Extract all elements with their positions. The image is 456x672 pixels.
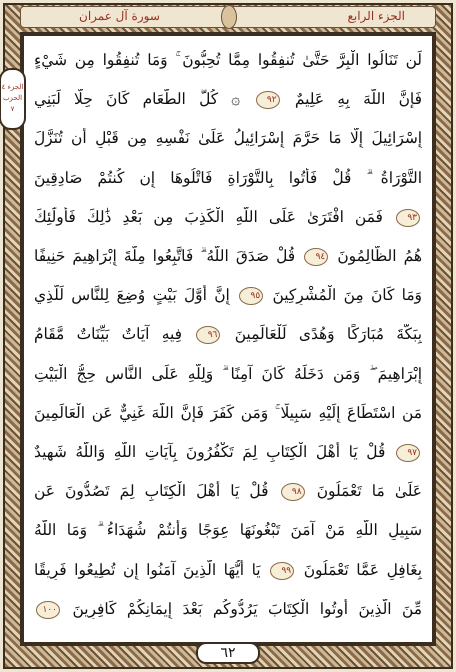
text-line xyxy=(34,364,422,384)
verse-text: إِنَّ أَوَّلَ بَيْتٍ وُضِعَ لِلنَّاسِ لَلَّذِي xyxy=(34,286,230,305)
verse-text: يَا أَيُّهَا الَّذِينَ آمَنُوا إِن تُطِيعُوا فَرِيقًا xyxy=(34,560,261,579)
header-medallion xyxy=(221,5,237,29)
verse-text: سَبِيلِ اللَّهِ مَنْ آمَنَ تَبْغُونَهَا عِوَجًا وَأَنتُمْ شُهَدَاءُ ۗ وَمَا اللَّهُ xyxy=(34,521,422,540)
verse-text: إِسْرَائِيلَ إِلَّا مَا حَرَّمَ إِسْرَائِيلُ عَلَىٰ نَفْسِهِ مِن قَبْلِ أَن تُنَزَّلَ xyxy=(34,129,422,148)
ayah-number-marker: ١٠٠ xyxy=(36,601,60,619)
verse-text: قُلْ صَدَقَ اللَّهُ ۗ فَاتَّبِعُوا مِلَّةَ إِبْرَاهِيمَ حَنِيفًا xyxy=(34,247,296,265)
ayah-number-marker: ٩٨ xyxy=(281,483,305,501)
verse-text: فَمَنِ افْتَرَىٰ عَلَى اللَّهِ الْكَذِبَ مِن بَعْدِ ذَٰلِكَ فَأُولَٰئِكَ xyxy=(34,207,383,226)
quran-text-area xyxy=(24,36,432,642)
ayah-number-marker: ٩٩ xyxy=(270,562,294,580)
text-lines xyxy=(24,36,432,642)
verse-text: التَّوْرَاةُ ۗ قُلْ فَأْتُوا بِالتَّوْرَاةِ فَاتْلُوهَا إِن كُنتُمْ صَادِقِينَ xyxy=(34,168,422,187)
badge-hizb: الحزب ٧ xyxy=(2,94,23,113)
badge-juz: الجزء ٤ xyxy=(1,83,24,91)
verse-text: مَنِ اسْتَطَاعَ إِلَيْهِ سَبِيلًا ۚ وَمَن كَفَرَ فَإِنَّ اللَّهَ غَنِيٌّ عَنِ الْعَالَمِينَ xyxy=(34,403,422,422)
text-line xyxy=(34,207,422,227)
verse-text: وَمَا كَانَ مِنَ الْمُشْرِكِينَ xyxy=(272,286,422,305)
verse-text: ۞ كُلُّ الطَّعَامِ كَانَ حِلًّا لِّبَنِي xyxy=(34,90,241,109)
ayah-number-marker: ٩٧ xyxy=(396,444,420,462)
text-line xyxy=(34,560,422,580)
text-line xyxy=(34,324,422,344)
verse-text: فِيهِ آيَاتٌ بَيِّنَاتٌ مَّقَامُ xyxy=(34,325,183,344)
page-number: ٦٢ xyxy=(196,642,260,664)
verse-text: قُلْ يَا أَهْلَ الْكِتَابِ لِمَ تَصُدُّونَ عَن xyxy=(34,482,269,501)
text-line xyxy=(34,520,422,540)
juz-hizb-badge xyxy=(0,68,26,130)
text-line xyxy=(34,442,422,462)
verse-text: بِغَافِلٍ عَمَّا تَعْمَلُونَ xyxy=(303,560,422,579)
verse-text: عَلَىٰ مَا تَعْمَلُونَ xyxy=(316,482,422,501)
text-line xyxy=(34,403,422,423)
verse-text: لَن تَنَالُوا الْبِرَّ حَتَّىٰ تُنفِقُوا مِمَّا تُحِبُّونَ ۚ وَمَا تُنفِقُوا مِن شَيْءٍ xyxy=(34,51,422,69)
text-line xyxy=(34,89,422,109)
text-line xyxy=(34,128,422,148)
ayah-number-marker: ٩٢ xyxy=(256,91,280,109)
verse-text: هُمُ الظَّالِمُونَ xyxy=(337,247,422,265)
page-header xyxy=(20,6,436,28)
surah-name: سورة آل عمران xyxy=(79,9,160,23)
verse-text: فَإِنَّ اللَّهَ بِهِ عَلِيمٌ xyxy=(294,90,422,109)
verse-text: بِبَكَّةَ مُبَارَكًا وَهُدًى لِّلْعَالَمِينَ xyxy=(234,325,422,344)
ayah-number-marker: ٩٣ xyxy=(396,209,420,227)
ayah-number-marker: ٩٦ xyxy=(196,326,220,344)
verse-text: قُلْ يَا أَهْلَ الْكِتَابِ لِمَ تَكْفُرُونَ بِآيَاتِ اللَّهِ وَاللَّهُ شَهِيدٌ xyxy=(34,443,386,461)
text-line xyxy=(34,599,422,619)
text-line xyxy=(34,481,422,501)
verse-text: مِّنَ الَّذِينَ أُوتُوا الْكِتَابَ يَرُدُّوكُم بَعْدَ إِيمَانِكُمْ كَافِرِينَ xyxy=(72,599,422,618)
text-line xyxy=(34,285,422,305)
juz-name: الجزء الرابع xyxy=(347,9,405,23)
text-line xyxy=(34,246,422,266)
ayah-number-marker: ٩٥ xyxy=(239,287,263,305)
ayah-number-marker: ٩٤ xyxy=(304,248,328,266)
text-line xyxy=(34,168,422,188)
verse-text: إِبْرَاهِيمَ ۖ وَمَن دَخَلَهُ كَانَ آمِنًا ۗ وَلِلَّهِ عَلَى النَّاسِ حِجُّ الْبَيْتِ xyxy=(34,364,422,383)
text-line xyxy=(34,50,422,70)
